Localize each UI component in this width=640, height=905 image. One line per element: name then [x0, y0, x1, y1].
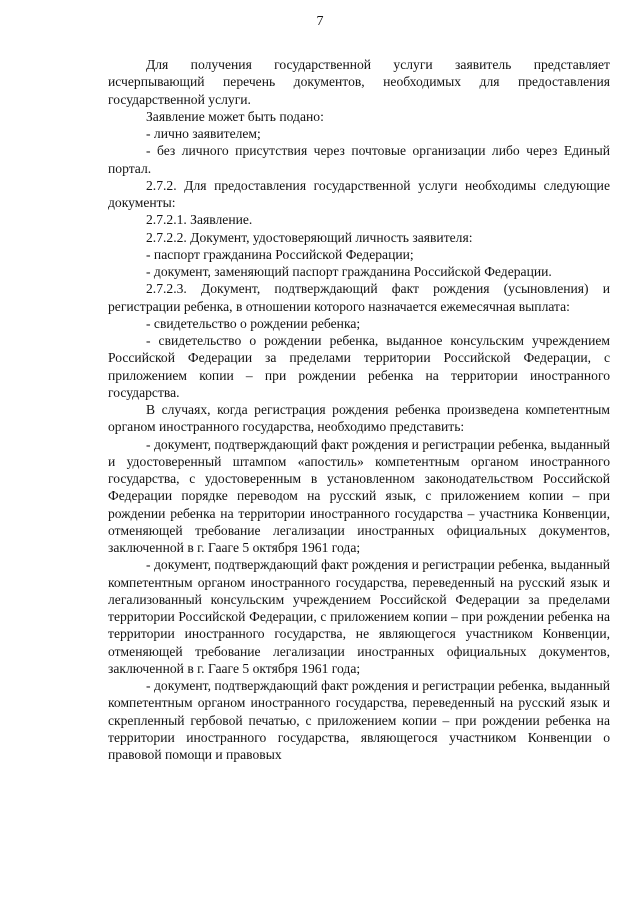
paragraph-foreign-registration: В случаях, когда регистрация рождения ребенка произведена компетентным органом иностранного государства, необходимо представить:	[108, 402, 610, 435]
list-item-seal-document: - документ, подтверждающий факт рождения и регистрации ребенка, выданный компетентным органом иностранного государства, переведенный на русский язык и скрепленный гербовой печатью, с приложением копии – при рождении ребенка на территории иностранного государства, являющегося участником Конвенции о правовой помощи и правовых	[108, 678, 610, 762]
list-item-apostille-document: - документ, подтверждающий факт рождения и регистрации ребенка, выданный и удостоверенный штампом «апостиль» компетентным органом иностранного государства, с удостоверенным в установленном законодательством Российской Федерации порядке переводом на русский язык, с приложением копии – при рождении ребенка на территории иностранного государства – участника Конвенции, отменяющей требование легализации иностранных официальных документов, заключенной в г. Гааге 5 октября 1961 года;	[108, 436, 610, 555]
clause-2-7-2-2: 2.7.2.2. Документ, удостоверяющий личность заявителя:	[146, 229, 473, 245]
list-item-birth-certificate: - свидетельство о рождении ребенка;	[146, 315, 361, 331]
list-item-passport-replacement: - документ, заменяющий паспорт гражданина Российской Федерации.	[146, 264, 552, 279]
clause-2-7-2-1: 2.7.2.1. Заявление.	[146, 212, 253, 228]
page-number: 7	[316, 14, 324, 29]
list-item-passport: - паспорт гражданина Российской Федерации;	[146, 246, 414, 262]
document-body	[108, 56, 610, 763]
list-item-consular-certificate: - свидетельство о рождении ребенка, выданное консульским учреждением Российской Федерации за пределами территории Российской Федерации, с приложением копии – при рождении ребенка на территории иностранного государства.	[108, 333, 610, 400]
clause-2-7-2-3: 2.7.2.3. Документ, подтверждающий факт рождения (усыновления) и регистрации ребенка, в отношении которого назначается ежемесячная выплата:	[108, 281, 610, 314]
list-item-remote: - без личного присутствия через почтовые организации либо через Единый портал.	[108, 143, 610, 176]
clause-2-7-2: 2.7.2. Для предоставления государственной услуги необходимы следующие документы:	[108, 177, 610, 210]
list-item-in-person: - лично заявителем;	[146, 126, 261, 141]
list-item-legalized-document: - документ, подтверждающий факт рождения и регистрации ребенка, выданный компетентным органом иностранного государства, переведенный на русский язык и легализованный консульским учреждением Российской Федерации за пределами территории Российской Федерации, с приложением копии – при рождении ребенка на территории иностранного государства, не являющегося участником Конвенции, отменяющей требование легализации иностранных официальных документов, заключенной в г. Гааге 5 октября 1961 года;	[108, 557, 610, 676]
paragraph-intro: Для получения государственной услуги заявитель представляет исчерпывающий перечень документов, необходимых для предоставления государственной услуги.	[108, 57, 610, 107]
paragraph-application-submission: Заявление может быть подано:	[146, 108, 324, 124]
